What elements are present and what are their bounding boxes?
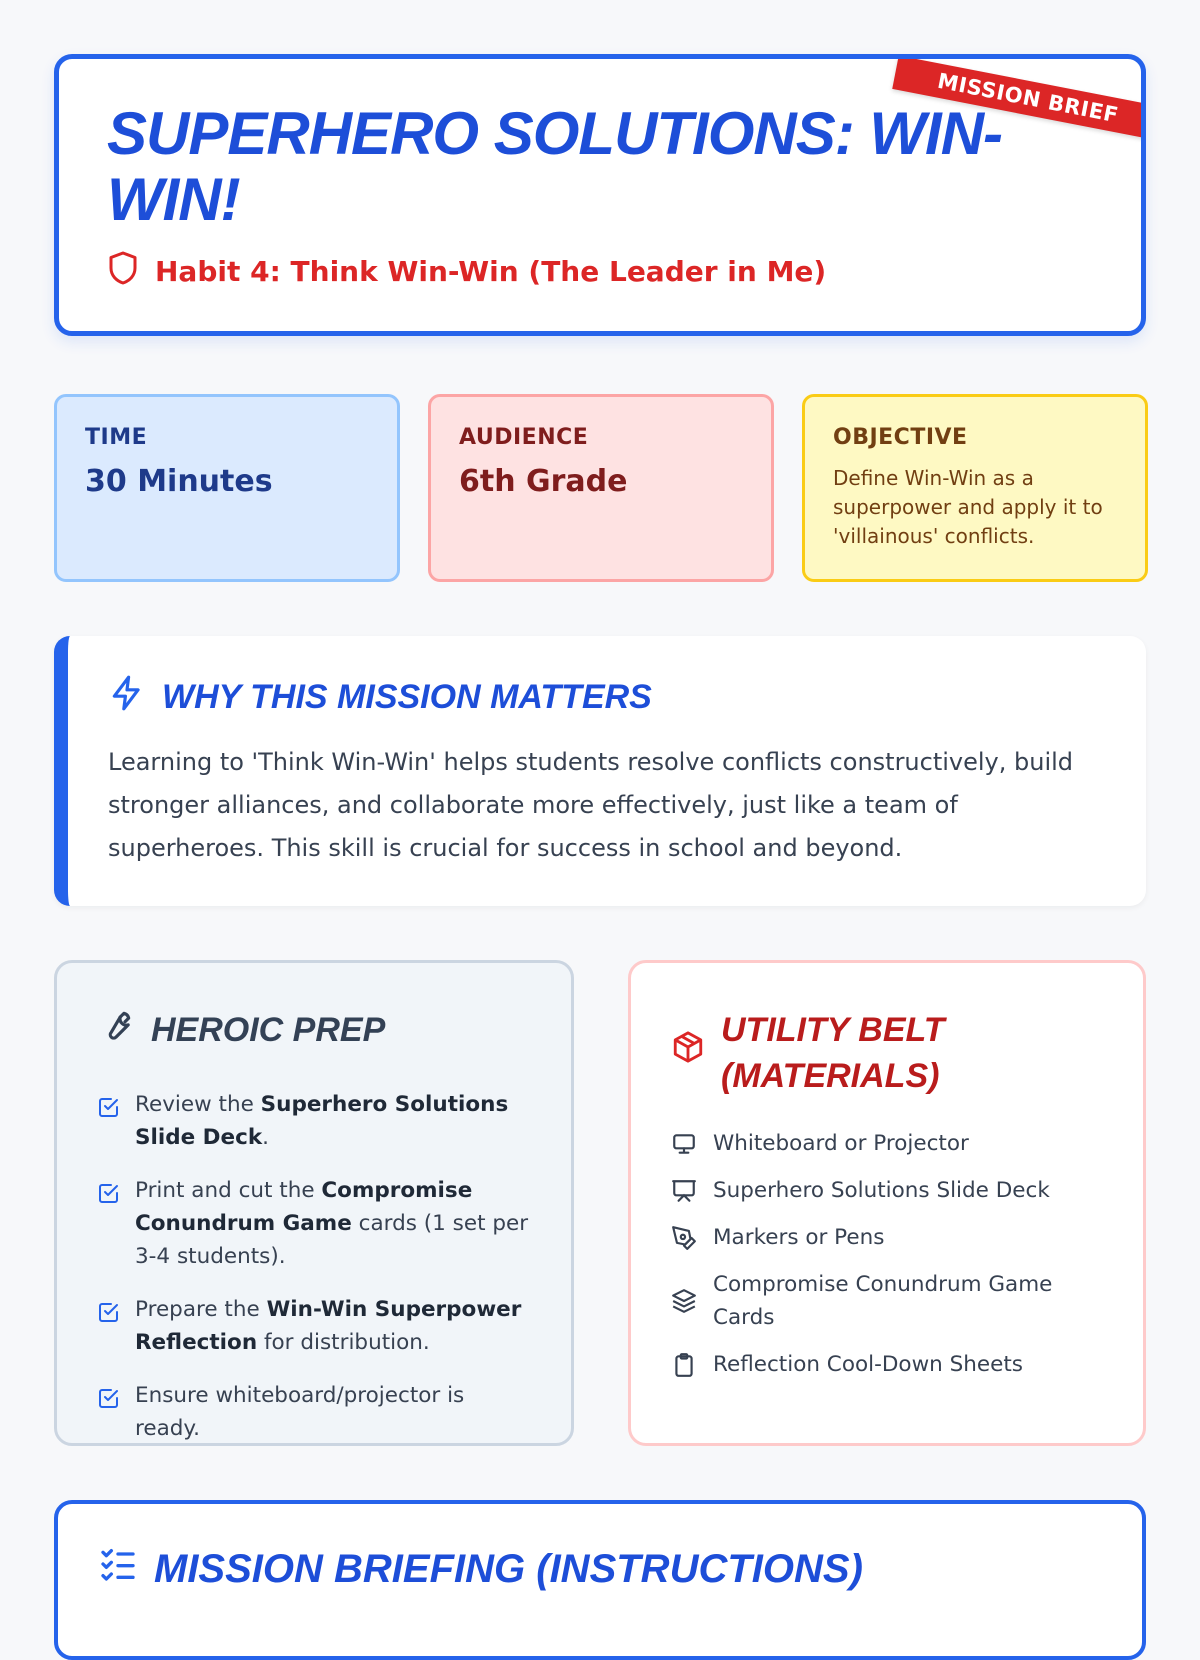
objective-card: [802, 394, 1148, 582]
materials-card: [628, 960, 1146, 1446]
why-title: [108, 674, 1106, 721]
habit-text: Habit 4: Think Win-Win (The Leader in Me): [155, 255, 827, 288]
audience-card: [428, 394, 774, 582]
shield-icon: [105, 249, 141, 294]
audience-value: 6th Grade: [459, 464, 628, 499]
check-square-icon: [97, 1300, 121, 1324]
check-square-icon: [97, 1386, 121, 1410]
materials-title: [671, 1007, 1107, 1099]
header-card: [54, 54, 1146, 336]
check-square-icon: [97, 1095, 121, 1119]
list-item: Superhero Solutions Slide Deck: [671, 1174, 1107, 1207]
prep-list: [97, 1088, 531, 1445]
prep-title: [97, 1007, 531, 1054]
box-icon: [671, 1030, 705, 1076]
briefing-title-text: MISSION BRIEFING (INSTRUCTIONS): [154, 1546, 863, 1591]
presentation-icon: [671, 1178, 697, 1204]
list-item: Compromise Conundrum Game Cards: [671, 1268, 1107, 1334]
list-item: Ensure whiteboard/projector is ready.: [97, 1379, 531, 1445]
habit-subtitle: [105, 249, 826, 294]
page-title: SUPERHERO SOLUTIONS: WIN-WIN!: [107, 100, 1003, 233]
monitor-icon: [671, 1131, 697, 1157]
time-value: 30 Minutes: [85, 464, 273, 499]
materials-title-text: UTILITY BELT (MATERIALS): [721, 1011, 945, 1095]
why-title-text: WHY THIS MISSION MATTERS: [162, 678, 652, 716]
list-item: Whiteboard or Projector: [671, 1127, 1107, 1160]
audience-label: AUDIENCE: [459, 425, 589, 450]
wrench-icon: [97, 1007, 135, 1054]
clipboard-icon: [671, 1352, 697, 1378]
lightning-icon: [108, 674, 146, 721]
list-item: Reflection Cool-Down Sheets: [671, 1348, 1107, 1381]
objective-value: Define Win-Win as a superpower and apply it to 'villainous' conflicts.: [833, 466, 1103, 548]
why-card: [54, 636, 1146, 906]
checklist-icon: [98, 1544, 138, 1594]
time-card: [54, 394, 400, 582]
list-item: Print and cut the Compromise Conundrum Game cards (1 set per 3-4 students).: [97, 1174, 531, 1273]
check-square-icon: [97, 1181, 121, 1205]
list-item: Prepare the Win-Win Superpower Reflection for distribution.: [97, 1293, 531, 1359]
list-item: Review the Superhero Solutions Slide Deck.: [97, 1088, 531, 1154]
pen-icon: [671, 1225, 697, 1251]
prep-card: [54, 960, 574, 1446]
why-text: Learning to 'Think Win-Win' helps students resolve conflicts constructively, build stronger alliances, and collaborate more effectively, just like a team of superheroes. This skill is crucial for success in school and beyond.: [108, 748, 1074, 862]
prep-title-text: HEROIC PREP: [151, 1011, 386, 1049]
briefing-title: [98, 1544, 1102, 1594]
time-label: TIME: [85, 425, 148, 450]
materials-list: [671, 1127, 1107, 1381]
mission-brief-ribbon: MISSION BRIEF: [892, 56, 1146, 141]
list-item: Markers or Pens: [671, 1221, 1107, 1254]
layers-icon: [671, 1288, 697, 1314]
briefing-card: [54, 1500, 1146, 1660]
objective-label: OBJECTIVE: [833, 425, 968, 450]
